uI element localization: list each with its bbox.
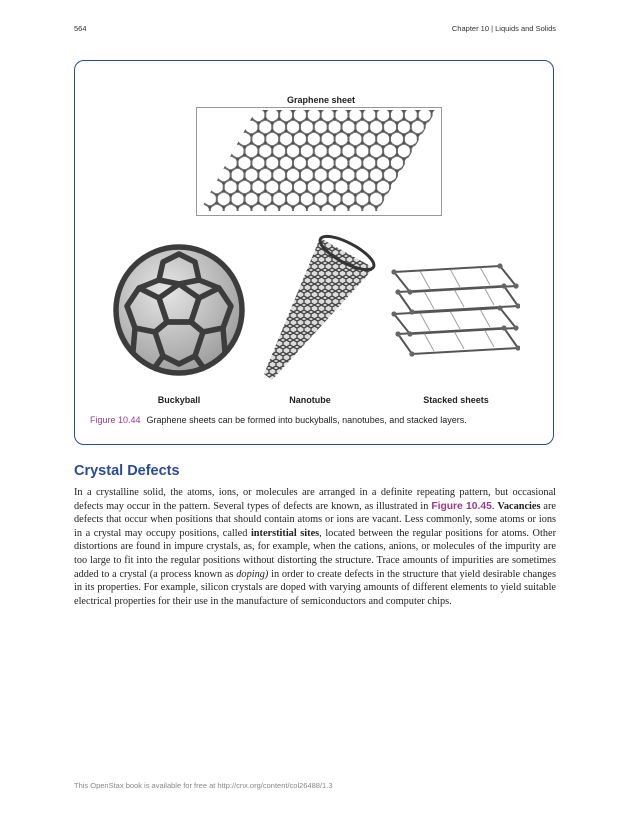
figure-link[interactable]: Figure 10.45: [431, 500, 492, 512]
stacked-sheets-label: Stacked sheets: [423, 395, 489, 405]
figure-number: Figure 10.44: [90, 415, 141, 425]
figure-caption: [90, 415, 467, 425]
buckyball-illustration: [105, 240, 253, 380]
term-vacancies: Vacancies: [497, 500, 541, 512]
page-number: 564: [74, 24, 87, 33]
section-body: In a crystalline solid, the atoms, ions, or molecules are arranged in a definite repeating pattern, but occasional defects may occur in the pattern. Several types of defects are known, as illustrated in Figure 10.45. Vacancies are defects that occur when positions that should contain atoms or ions are vacant. Less commonly, some atoms or ions in a crystal may occupy positions, called interstitial sites, located between the regular positions for atoms. Other distortions are found in impure crystals, as, for example, when the cations, anions, or molecules of the impurity are too large to fit into the regular positions without distorting the structure. Trace amounts of impurities are sometimes added to a crystal (a process known as doping) in order to create defects in the structure that yield desirable changes in its properties. For example, silicon crystals are doped with varying amounts of different elements to yield suitable electrical properties for their use in the manufacture of semiconductors and computer chips.: [74, 487, 556, 607]
stacked-sheets-illustration: [390, 262, 520, 362]
chapter-header: Chapter 10 | Liquids and Solids: [451, 24, 556, 33]
graphene-sheet-illustration: [196, 107, 442, 216]
graphene-label: Graphene sheet: [286, 95, 356, 105]
nanotube-label: Nanotube: [289, 395, 331, 405]
footer-note: This OpenStax book is available for free at http://cnx.org/content/col26488/1.3: [74, 781, 333, 790]
section-title: Crystal Defects: [74, 463, 180, 479]
buckyball-label: Buckyball: [157, 395, 201, 405]
term-interstitial-sites: interstitial sites: [250, 527, 320, 539]
caption-text: Graphene sheets can be formed into buckyballs, nanotubes, and stacked layers.: [146, 415, 467, 425]
nanotube-illustration: [262, 228, 380, 384]
term-doping: doping): [236, 568, 269, 580]
